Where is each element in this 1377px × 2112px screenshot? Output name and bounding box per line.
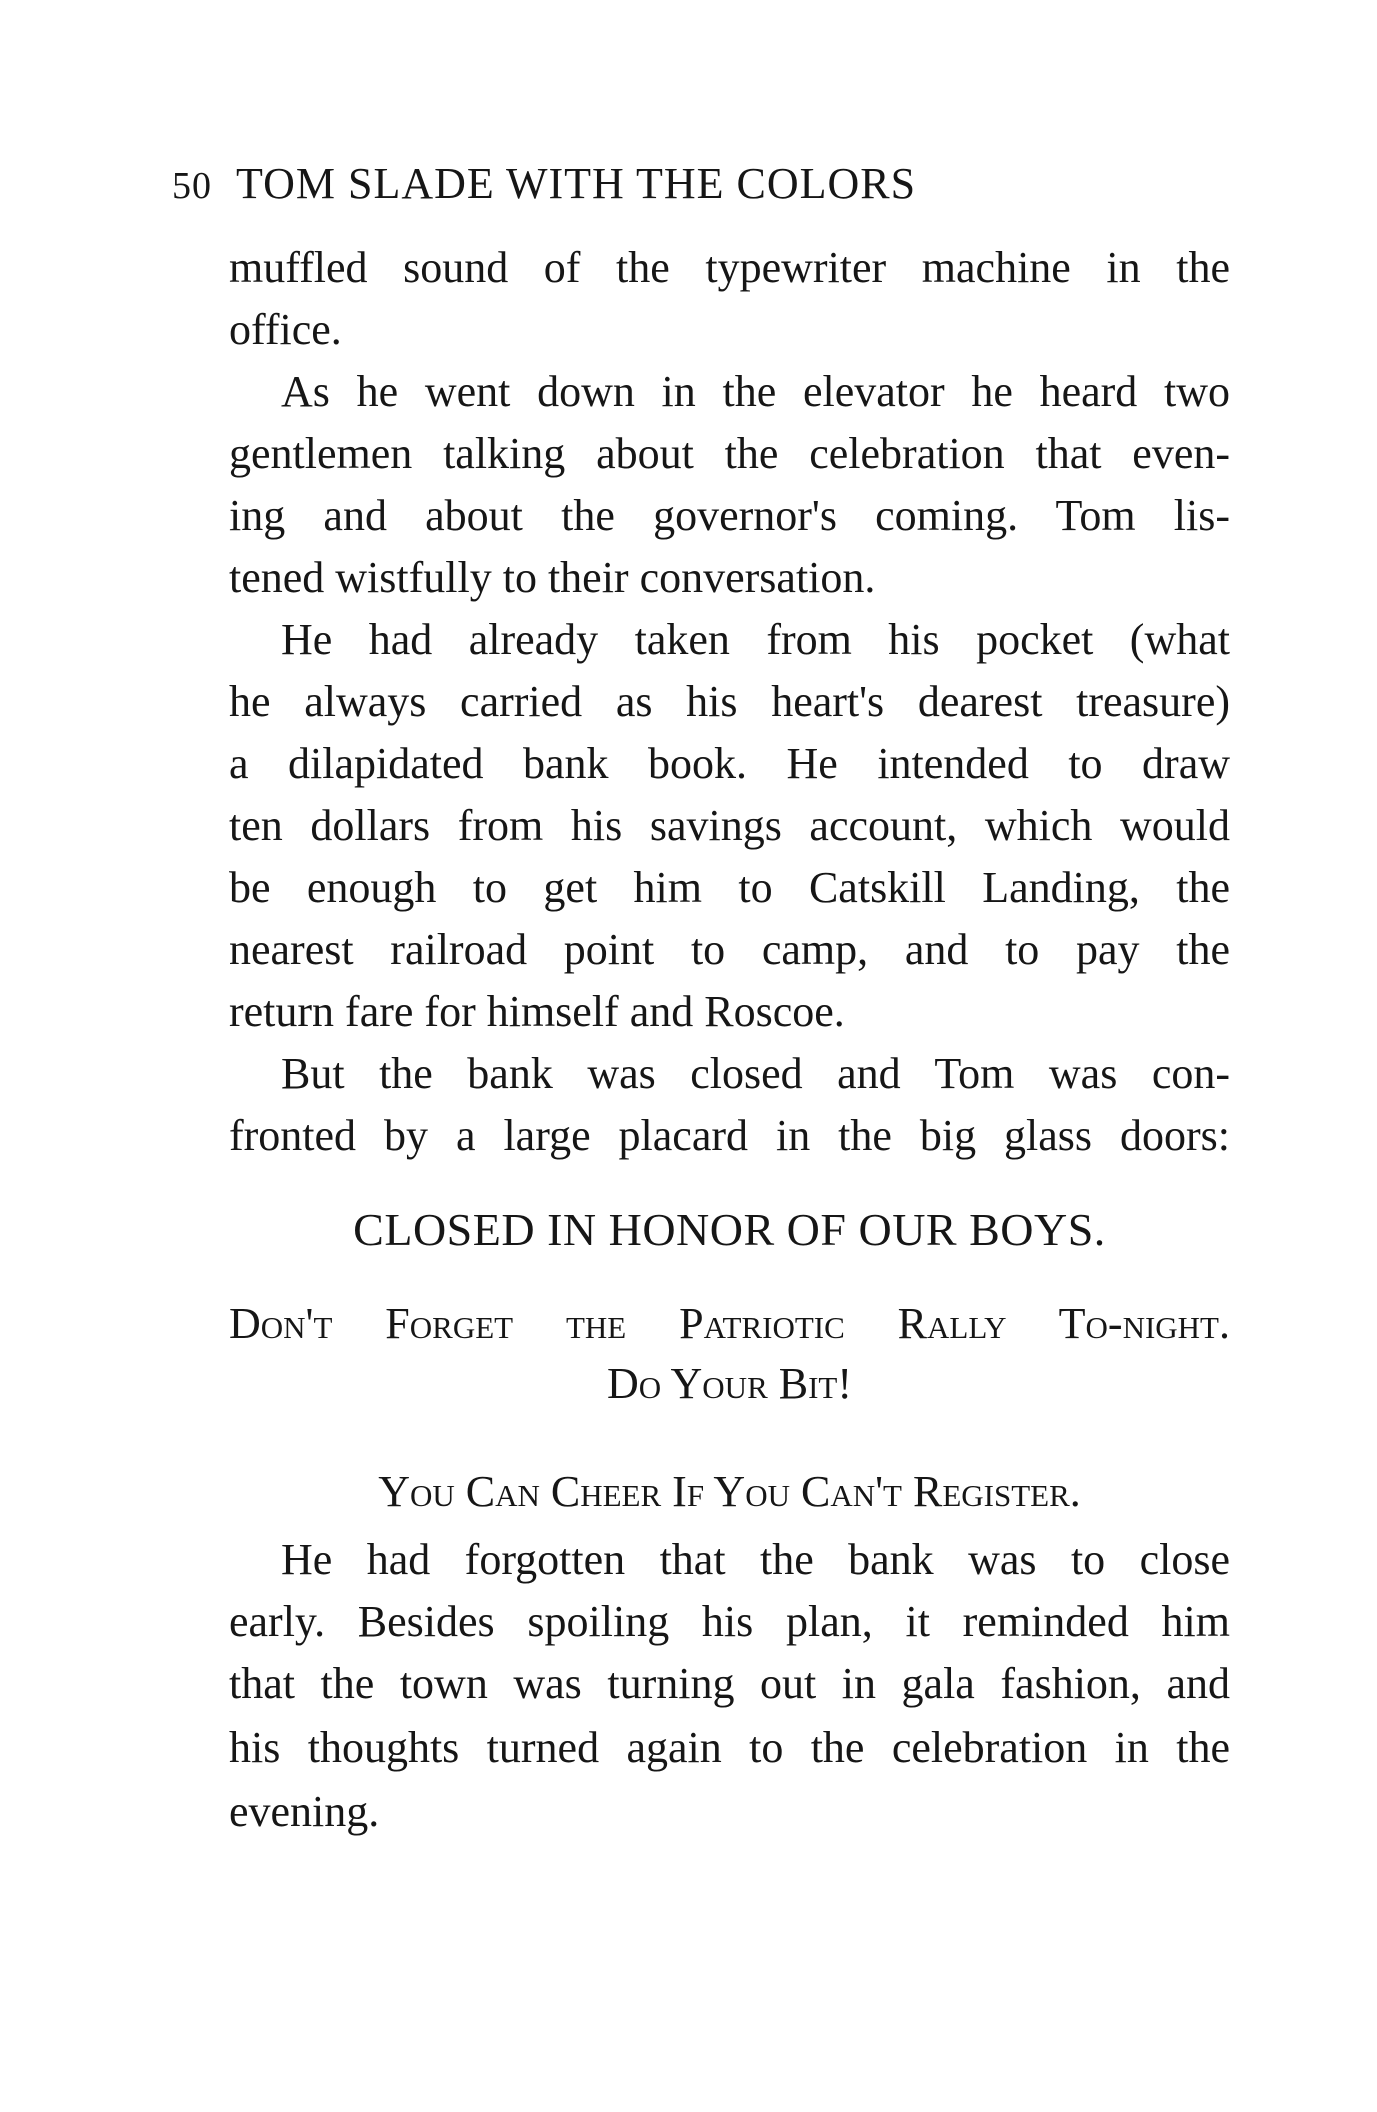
text-line: office. [229, 305, 342, 354]
text-line: He had forgotten that the bank was to close [281, 1535, 1230, 1584]
placard-line: Do Your Bit! [606, 1359, 852, 1408]
running-header [172, 158, 916, 209]
text-line: He had already taken from his pocket (what [281, 615, 1230, 664]
text-line: early. Besides spoiling his plan, it reminded him [229, 1597, 1230, 1646]
text-line: ten dollars from his savings account, which would [229, 801, 1230, 850]
placard-line: You Can Cheer If You Can't Register. [378, 1467, 1081, 1516]
text-line: tened wistfully to their conversation. [229, 553, 876, 602]
text-line: his thoughts turned again to the celebration in the [229, 1723, 1230, 1772]
page-number: 50 [172, 165, 212, 207]
text-line: he always carried as his heart's dearest treasure) [229, 677, 1230, 726]
text-line: But the bank was closed and Tom was con- [281, 1049, 1230, 1098]
text-line: gentlemen talking about the celebration that even- [229, 429, 1230, 478]
text-line: muffled sound of the typewriter machine in the [229, 243, 1230, 292]
text-line: be enough to get him to Catskill Landing, the [229, 863, 1230, 912]
text-line: fronted by a large placard in the big glass doors: [229, 1111, 1230, 1160]
text-line: that the town was turning out in gala fashion, and [229, 1659, 1230, 1708]
text-line: return fare for himself and Roscoe. [229, 987, 845, 1036]
text-line: evening. [229, 1787, 380, 1836]
text-line: As he went down in the elevator he heard two [281, 367, 1230, 416]
running-title: TOM SLADE WITH THE COLORS [236, 159, 917, 208]
placard-line: Don't Forget the Patriotic Rally To-night. [229, 1299, 1230, 1348]
text-line: ing and about the governor's coming. Tom lis- [229, 491, 1230, 540]
placard-headline: CLOSED IN HONOR OF OUR BOYS. [353, 1204, 1106, 1255]
text-line: nearest railroad point to camp, and to pay the [229, 925, 1230, 974]
text-line: a dilapidated bank book. He intended to draw [229, 739, 1230, 788]
